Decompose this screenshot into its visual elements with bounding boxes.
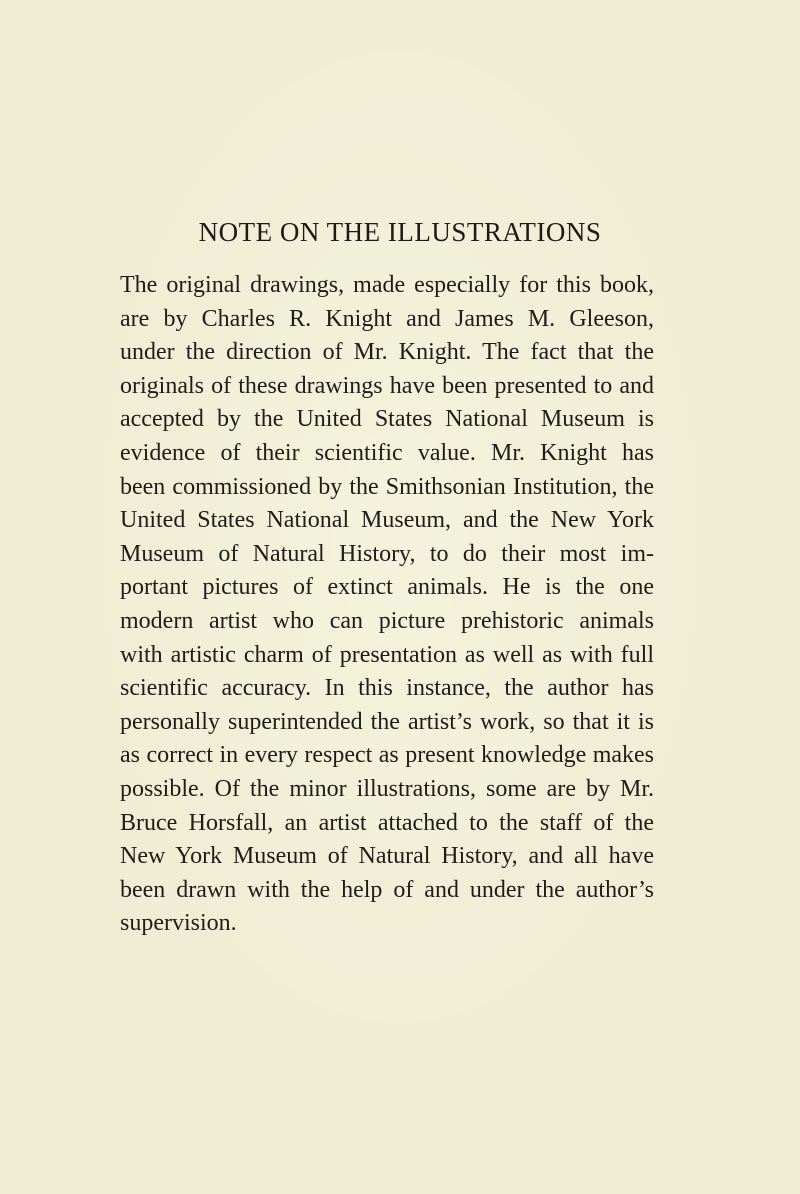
paragraph-line: portant pictures of extinct animals. He is the one (120, 574, 654, 601)
body-paragraph (120, 269, 654, 941)
paragraph-line: personally superintended the artist’s work, so that it is (120, 708, 654, 735)
page-title: NOTE ON THE ILLUSTRATIONS (198, 217, 602, 247)
paragraph-line: been commissioned by the Smithsonian Institution, the (120, 473, 654, 500)
paragraph-line: accepted by the United States National Museum is (120, 406, 654, 433)
paragraph-line: under the direction of Mr. Knight. The fact that the (120, 339, 654, 366)
paragraph-line: with artistic charm of presentation as well as with full (120, 641, 654, 668)
paragraph-line: modern artist who can picture prehistoric animals (120, 607, 654, 634)
paragraph-line: possible. Of the minor illustrations, some are by Mr. (120, 775, 654, 802)
paragraph-line: evidence of their scientific value. Mr. Knight has (120, 439, 654, 466)
paragraph-line: The original drawings, made especially for this book, (120, 272, 654, 298)
paragraph-line: United States National Museum, and the New York (120, 507, 654, 534)
paragraph-line: been drawn with the help of and under the author’s (120, 876, 654, 903)
paragraph-line: as correct in every respect as present knowledge makes (120, 742, 654, 769)
paragraph-line: scientific accuracy. In this instance, the author has (120, 675, 654, 702)
paragraph-line: Bruce Horsfall, an artist attached to the staff of the (120, 809, 654, 836)
paragraph-line: supervision. (120, 910, 237, 937)
paragraph-line: New York Museum of Natural History, and all have (120, 843, 654, 870)
paragraph-line: Museum of Natural History, to do their most im- (120, 540, 654, 567)
paragraph-line: are by Charles R. Knight and James M. Gleeson, (120, 305, 654, 332)
paragraph-line: originals of these drawings have been presented to and (120, 372, 654, 399)
